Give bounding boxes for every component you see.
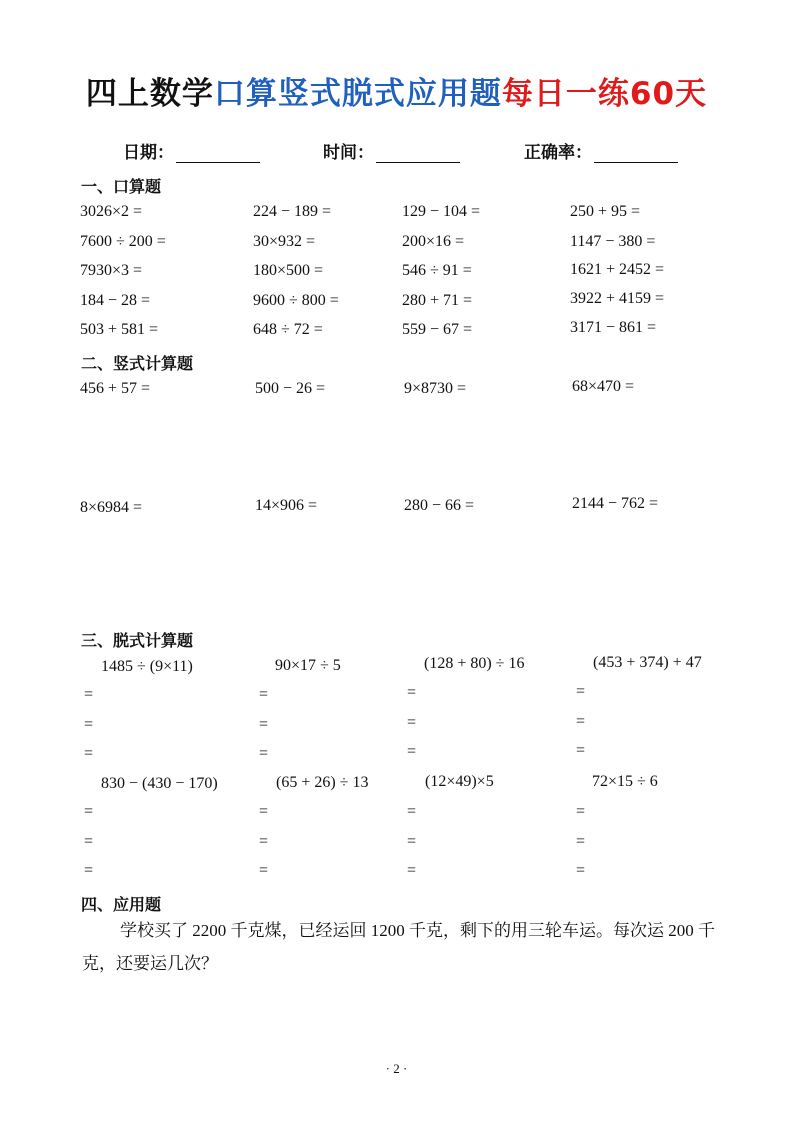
oral-question: 280 + 71 =	[402, 292, 473, 309]
answer-equals: =	[576, 803, 586, 820]
stepwise-question: 90×17 ÷ 5	[275, 657, 341, 674]
oral-question: 9600 ÷ 800 =	[253, 292, 339, 309]
vertical-question: 14×906 =	[255, 497, 318, 514]
section-vertical-heading: 二、竖式计算题	[81, 354, 194, 373]
oral-question: 224 − 189 =	[253, 203, 332, 220]
answer-equals: =	[259, 862, 269, 879]
answer-equals: =	[407, 833, 417, 850]
vertical-question: 68×470 =	[572, 378, 635, 395]
oral-question: 3026×2 =	[80, 203, 143, 220]
oral-question: 7930×3 =	[80, 262, 143, 279]
answer-equals: =	[407, 743, 417, 760]
oral-question: 559 − 67 =	[402, 321, 473, 338]
page-title	[0, 68, 793, 113]
word-problem-text: 学校买了 2200 千克煤，已经运回 1200 千克，剩下的用三轮车运。每次运 200 千克，还要运几次？	[82, 921, 715, 973]
stepwise-question: (453 + 374) + 47	[593, 654, 702, 671]
answer-equals: =	[84, 686, 94, 703]
answer-equals: =	[84, 745, 94, 762]
answer-equals: =	[259, 716, 269, 733]
accuracy-field	[524, 138, 678, 163]
oral-question: 129 − 104 =	[402, 203, 481, 220]
oral-question: 30×932 =	[253, 233, 316, 250]
accuracy-blank[interactable]	[594, 144, 678, 163]
oral-question: 184 − 28 =	[80, 292, 151, 309]
answer-equals: =	[576, 833, 586, 850]
title-part-topics: 口算竖式脱式应用题	[213, 76, 502, 112]
answer-equals: =	[84, 716, 94, 733]
time-blank[interactable]	[376, 144, 460, 163]
vertical-question: 500 − 26 =	[255, 380, 326, 397]
vertical-question: 8×6984 =	[80, 499, 143, 516]
title-part-daily: 每日一练60天	[501, 76, 708, 112]
answer-equals: =	[407, 803, 417, 820]
stepwise-question: 72×15 ÷ 6	[592, 773, 658, 790]
section-word-heading: 四、应用题	[81, 895, 162, 914]
section-oral-heading: 一、口算题	[81, 177, 162, 196]
answer-equals: =	[84, 862, 94, 879]
vertical-question: 456 + 57 =	[80, 380, 151, 397]
oral-question: 180×500 =	[253, 262, 324, 279]
date-label: 日期：	[123, 143, 174, 163]
oral-question: 3922 + 4159 =	[570, 290, 665, 307]
stepwise-question: (12×49)×5	[425, 773, 494, 790]
answer-equals: =	[259, 745, 269, 762]
date-blank[interactable]	[176, 144, 260, 163]
answer-equals: =	[576, 683, 586, 700]
answer-equals: =	[576, 862, 586, 879]
oral-question: 503 + 581 =	[80, 321, 159, 338]
stepwise-question: 830 − (430 − 170)	[101, 775, 218, 792]
oral-question: 7600 ÷ 200 =	[80, 233, 166, 250]
vertical-question: 9×8730 =	[404, 380, 467, 397]
answer-equals: =	[407, 862, 417, 879]
answer-equals: =	[259, 833, 269, 850]
time-label: 时间：	[323, 143, 374, 163]
answer-equals: =	[407, 714, 417, 731]
date-field	[123, 138, 260, 163]
page-number: · 2 ·	[385, 1061, 408, 1076]
section-stepwise-heading: 三、脱式计算题	[81, 631, 194, 650]
answer-equals: =	[84, 833, 94, 850]
time-field	[323, 138, 460, 163]
answer-equals: =	[407, 684, 417, 701]
vertical-question: 2144 − 762 =	[572, 495, 659, 512]
oral-question: 3171 − 861 =	[570, 319, 657, 336]
stepwise-question: (128 + 80) ÷ 16	[424, 655, 525, 672]
oral-question: 1147 − 380 =	[570, 233, 656, 250]
vertical-question: 280 − 66 =	[404, 497, 475, 514]
oral-question: 648 ÷ 72 =	[253, 321, 323, 338]
oral-question: 250 + 95 =	[570, 203, 641, 220]
answer-equals: =	[576, 742, 586, 759]
oral-question: 1621 + 2452 =	[570, 261, 665, 278]
stepwise-question: (65 + 26) ÷ 13	[276, 774, 369, 791]
answer-equals: =	[84, 803, 94, 820]
answer-equals: =	[259, 803, 269, 820]
answer-equals: =	[576, 713, 586, 730]
answer-equals: =	[259, 686, 269, 703]
oral-question: 546 ÷ 91 =	[402, 262, 472, 279]
stepwise-question: 1485 ÷ (9×11)	[101, 658, 193, 675]
accuracy-label: 正确率：	[524, 143, 592, 163]
oral-question: 200×16 =	[402, 233, 465, 250]
title-part-grade: 四上数学	[85, 76, 214, 112]
